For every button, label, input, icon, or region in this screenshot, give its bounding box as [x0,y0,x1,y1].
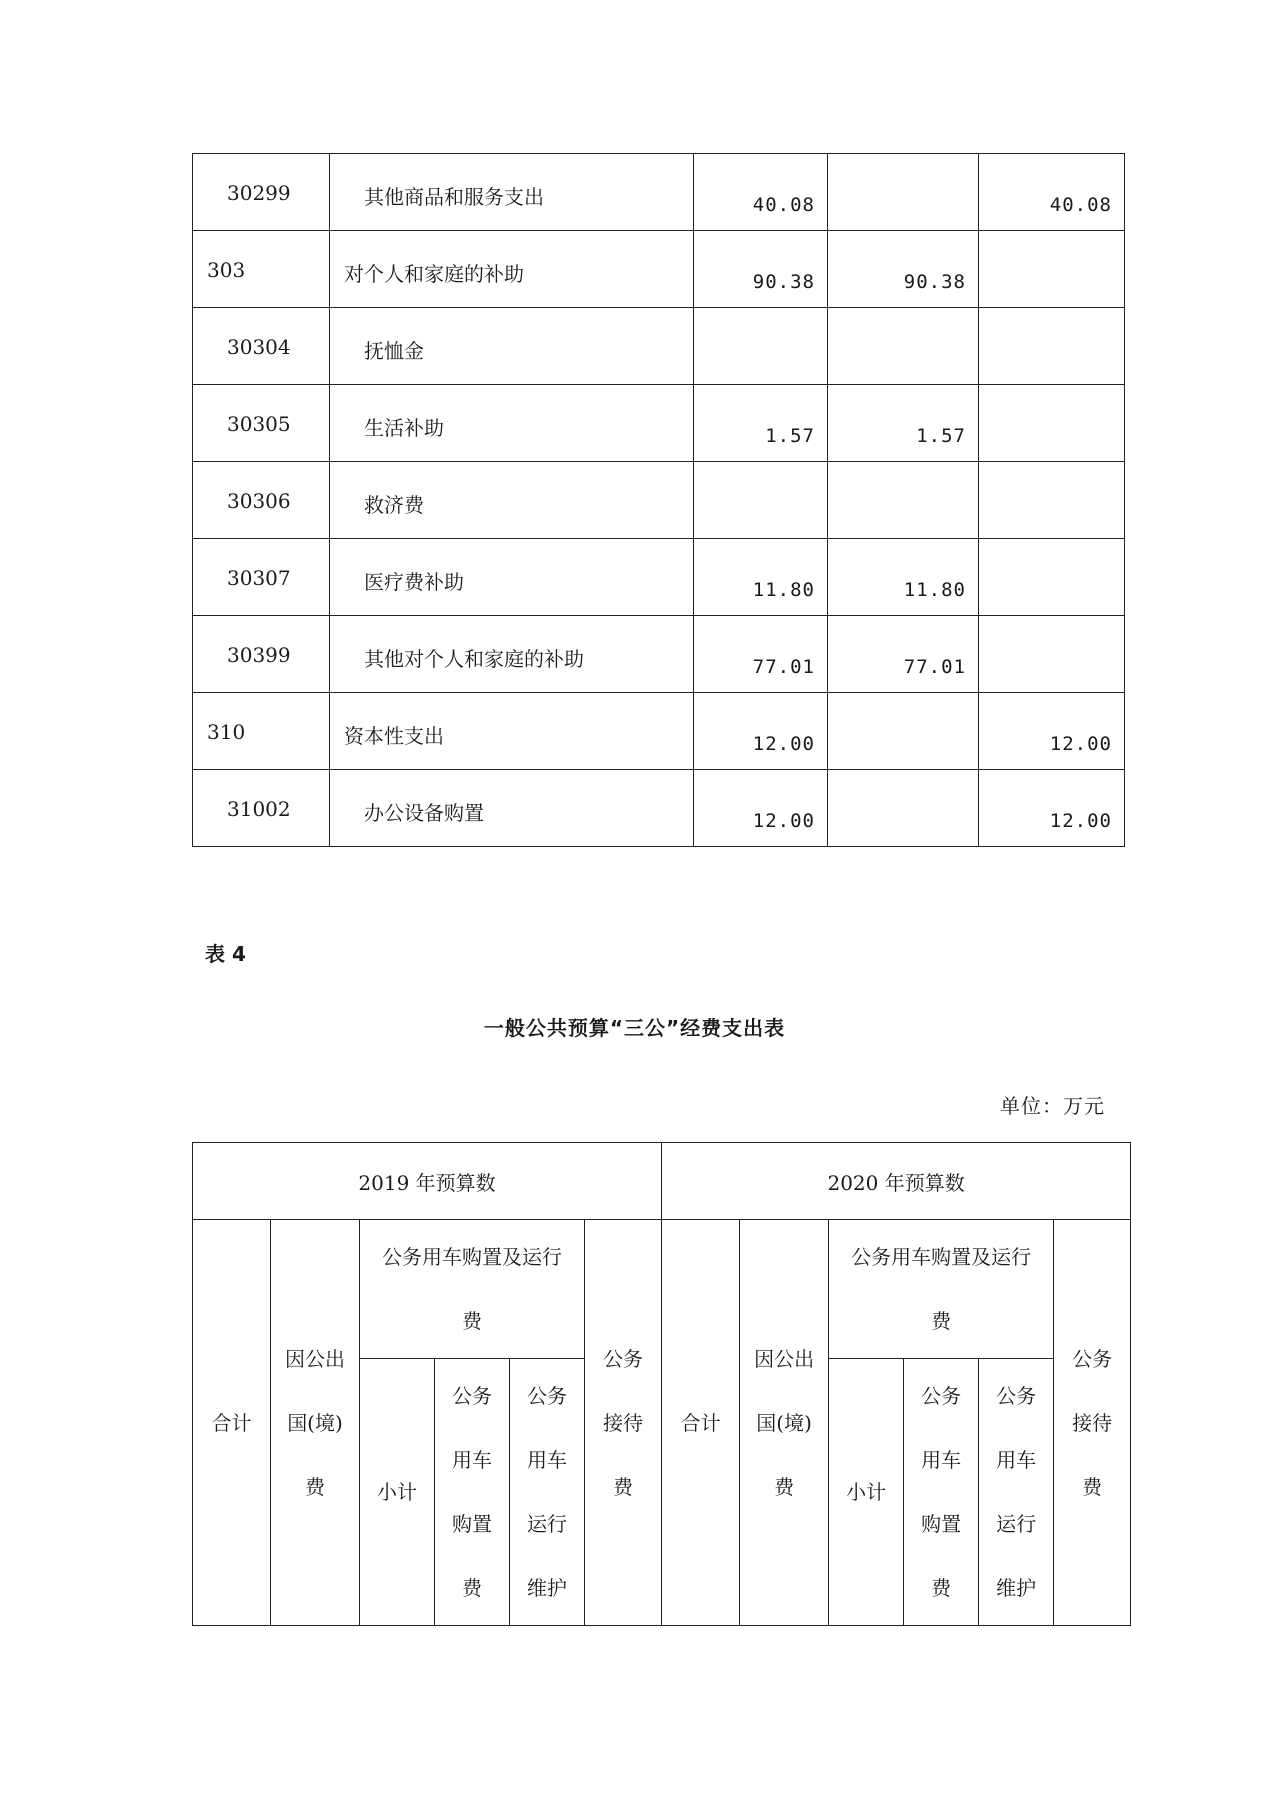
row-total: 40.08 [694,154,828,231]
header-vehicle-2020: 公务用车购置及运行 费 [829,1220,1054,1359]
row-total: 12.00 [694,693,828,770]
table-title: 一般公共预算“三公”经费支出表 [483,1016,786,1040]
three-public-expense-table [192,1142,1131,1626]
row-basic [828,154,979,231]
header-operation-2019: 公务 用车 运行 维护 [510,1359,585,1626]
row-total: 11.80 [694,539,828,616]
row-name: 其他商品和服务支出 [330,154,694,231]
row-total: 12.00 [694,770,828,847]
row-code: 303 [193,231,330,308]
row-project: 40.08 [979,154,1125,231]
row-basic [828,308,979,385]
row-code: 30304 [193,308,330,385]
table-row [193,385,1125,462]
header-reception-2020: 公务 接待 费 [1054,1220,1131,1626]
row-project: 12.00 [979,770,1125,847]
header-2019: 2019 年预算数 [193,1143,662,1220]
row-basic [828,693,979,770]
header-reception-2019: 公务 接待 费 [585,1220,662,1626]
header-total-2020: 合计 [662,1220,740,1626]
header-operation-2020: 公务 用车 运行 维护 [979,1359,1054,1626]
row-name: 医疗费补助 [330,539,694,616]
row-total: 1.57 [694,385,828,462]
row-basic: 1.57 [828,385,979,462]
table-label: 表 4 [205,942,246,966]
header-abroad-2019: 因公出 国(境) 费 [271,1220,360,1626]
header-purchase-2019: 公务 用车 购置 费 [435,1359,510,1626]
row-code: 30305 [193,385,330,462]
row-basic: 90.38 [828,231,979,308]
row-code: 31002 [193,770,330,847]
row-project [979,385,1125,462]
table-row [193,770,1125,847]
row-project [979,462,1125,539]
row-name: 抚恤金 [330,308,694,385]
expenditure-detail-table [192,153,1125,847]
row-code: 30399 [193,616,330,693]
row-basic: 11.80 [828,539,979,616]
row-project [979,539,1125,616]
row-name: 救济费 [330,462,694,539]
header-purchase-2020: 公务 用车 购置 费 [904,1359,979,1626]
row-name: 生活补助 [330,385,694,462]
row-total: 90.38 [694,231,828,308]
row-project: 12.00 [979,693,1125,770]
header-subtotal-2019: 小计 [360,1359,435,1626]
header-total-2019: 合计 [193,1220,271,1626]
row-code: 30307 [193,539,330,616]
table-row [193,231,1125,308]
table-row [193,154,1125,231]
row-code: 30299 [193,154,330,231]
row-project [979,616,1125,693]
table-row [193,462,1125,539]
unit-label: 单位：万元 [1000,1094,1105,1118]
row-name: 资本性支出 [330,693,694,770]
row-code: 30306 [193,462,330,539]
header-vehicle-2019: 公务用车购置及运行 费 [360,1220,585,1359]
header-2020: 2020 年预算数 [662,1143,1131,1220]
row-total: 77.01 [694,616,828,693]
row-project [979,231,1125,308]
table-row [193,616,1125,693]
row-name: 办公设备购置 [330,770,694,847]
row-name: 其他对个人和家庭的补助 [330,616,694,693]
row-basic [828,770,979,847]
row-project [979,308,1125,385]
table-row [193,539,1125,616]
row-total [694,462,828,539]
row-total [694,308,828,385]
row-name: 对个人和家庭的补助 [330,231,694,308]
header-subtotal-2020: 小计 [829,1359,904,1626]
row-basic: 77.01 [828,616,979,693]
header-abroad-2020: 因公出 国(境) 费 [740,1220,829,1626]
table-row [193,693,1125,770]
row-code: 310 [193,693,330,770]
row-basic [828,462,979,539]
table-row [193,308,1125,385]
